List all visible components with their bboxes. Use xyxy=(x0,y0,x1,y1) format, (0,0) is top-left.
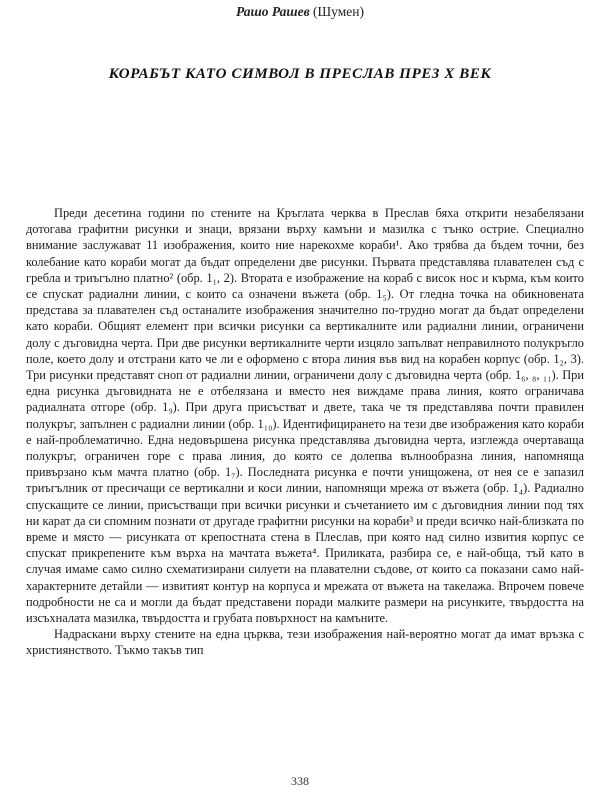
page-number: 338 xyxy=(291,774,309,788)
article-body xyxy=(26,205,584,659)
author-name: Рашо Рашев xyxy=(236,4,310,19)
author-line xyxy=(0,4,600,20)
paragraph: Надраскани върху стените на една църква, тези изображения най-вероятно могат да имат връзка с християнството. Тъкмо такъв тип xyxy=(26,627,584,658)
author-city: (Шумен) xyxy=(313,4,364,19)
article-title: КОРАБЪТ КАТО СИМВОЛ В ПРЕСЛАВ ПРЕЗ X ВЕК xyxy=(108,66,492,82)
paragraph: Преди десетина години по стените на Кръглата черква в Преслав бяха открити незабелязани дотогава графитни рисунки и знаци, врязани върху камъни и мазилка с тънко острие. Специално внимание заслужават 11 изображения, които ние нарекохме кораби¹. Ако трябва да бъдем точни, без колебание като кораби могат да бъдат определени две рисунки. Първата представлява плавателен съд с гребла и триъгълно платно² (обр. 1₁, 2). Втората е изображение на кораб с висок нос и кърма, към които се спускат радиални линии, с които са означени въжета (обр. 1₅). От гледна точка на обикновената представа за плавателен съд останалите изображения значително по-трудно могат да бъдат определени като кораби. Общият елемент при всички рисунки са вертикалните или радиални линии, ограничени долу с дъговидна черта. При две рисунки вертикалните черти изцяло запълват неправилното полукръгло поле, което долу и отстрани като че ли е оформено с втора линия във вид на корабен корпус (обр. 1₂, 3). Три рисунки представят сноп от радиални линии, ограничени долу с дъговидна черта (обр. 1₆, ₈, ₁₁). При една рисунка дъговидната не е отбелязана и вместо нея виждаме права линия, която ограничава радиалната отгоре (обр. 1₉). При друга присъстват и двете, така че тя представлява почти правилен полукръг, запълнен с радиални линии (обр. 1₁₀). Идентифицирането на тези две изображения като кораби е най-проблематично. Една недовършена рисунка представлява дъговидна черта, изглежда очертаваща полукръг, ограничен горе с права линия, до която се долепва вълнообразна линия, напомняща привързано към мачта платно (обр. 1₇). Последната рисунка е почти унищожена, от нея се е запазил триъгълник от пресичащи се вертикални и коси линии, напомнящи мрежа от въжета (обр. 1₄). Радиално спускащите се линии, присъстващи при всички рисунки и съчетанието им с дъговидния линии под тях ни карат да си спомним познати от другаде графитни рисунки на кораби³ и преди всичко най-близката по време и място — рисунката от крепостната стена в Плеслав, при която над силно извития корпус се спускат прикрепените към върха на мачтата въжета⁴. Приликата, разбира се, е най-обща, тъй като в случая имаме само силно схематизирани силуети на плавателни съдове, от които са показани само най-характерните детайли — извитият контур на корпуса и мрежата от въжета на такелажа. Впрочем повече подробности не са и могли да бъдат представени поради малките размери на рисунките, твърдостта на изсъхналата мазилка, твърдостта и грубата повърхност на камъните. xyxy=(26,206,584,626)
